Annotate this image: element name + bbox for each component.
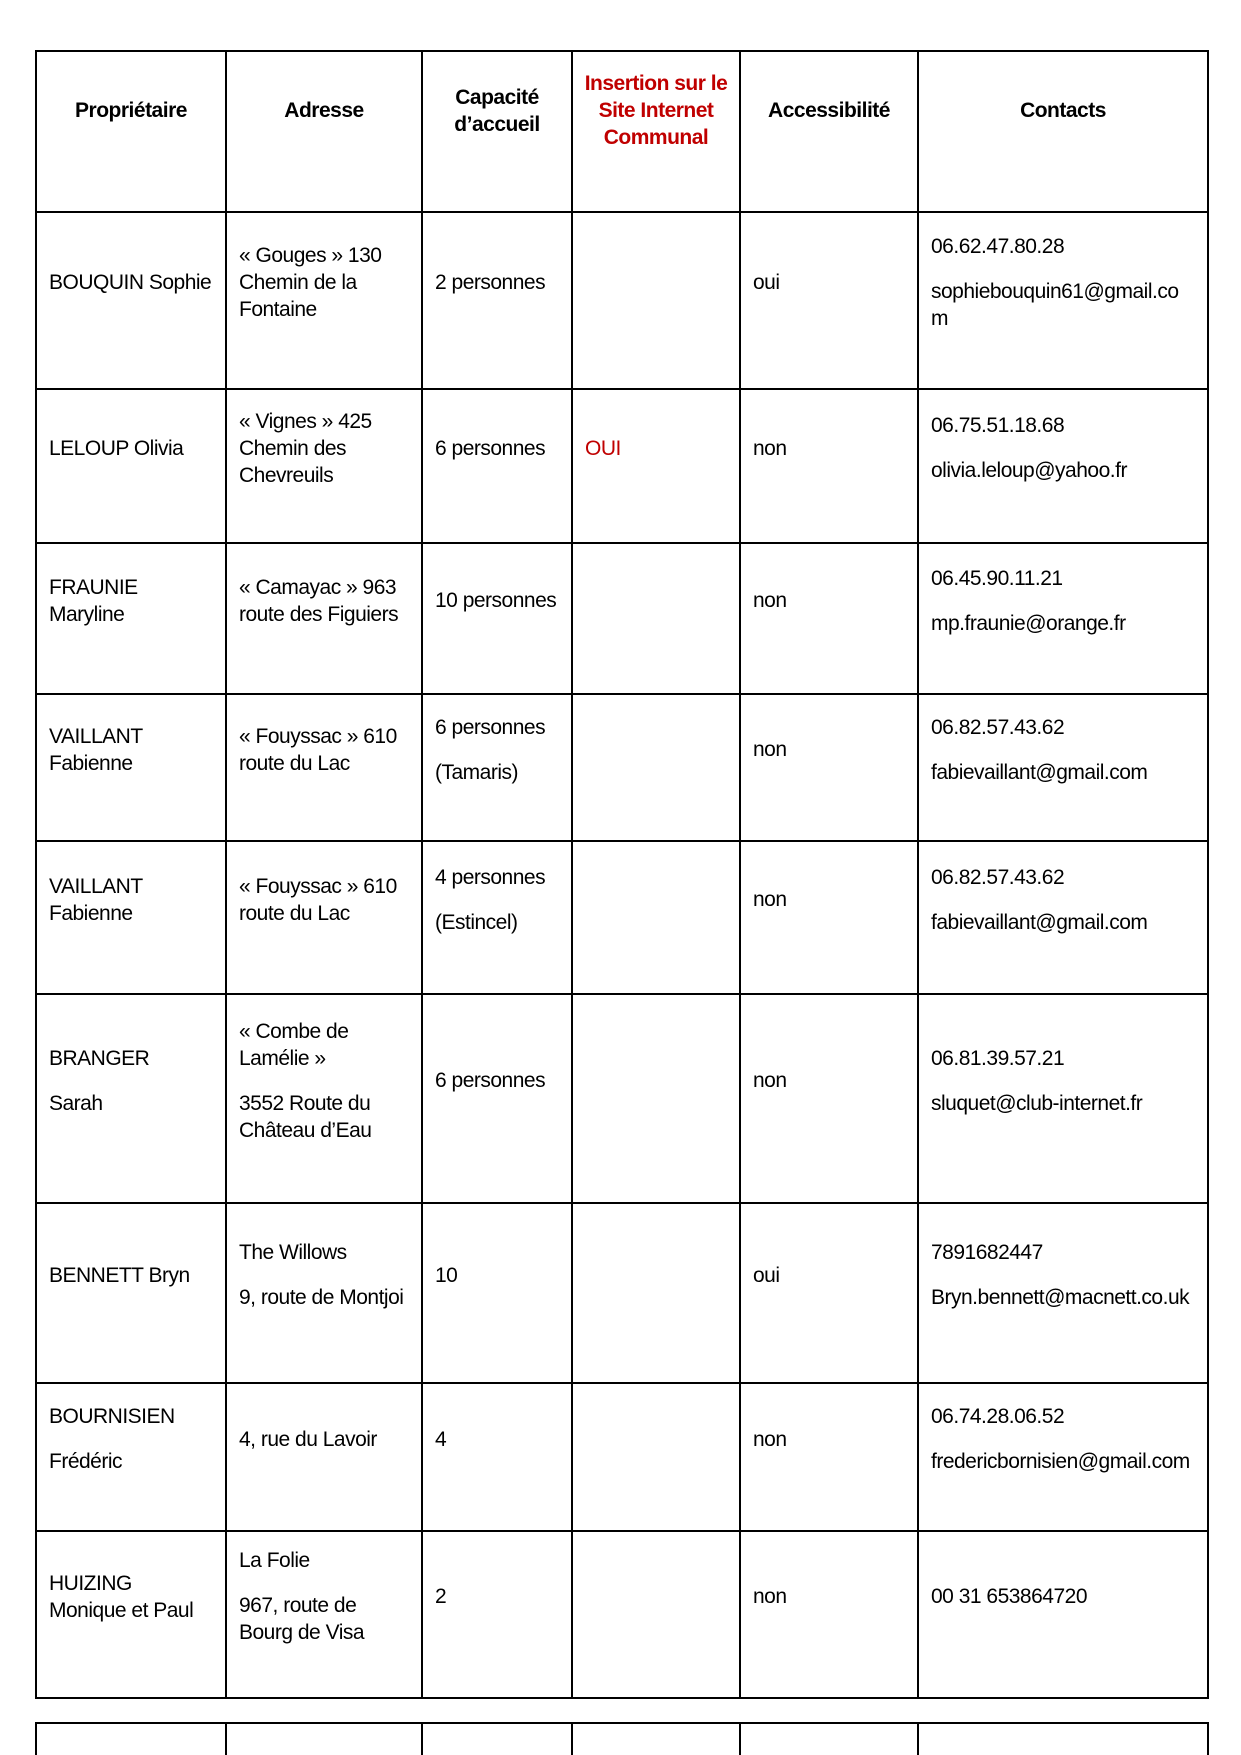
cell-proprietaire (37, 695, 227, 842)
header-cell-contacts (919, 52, 1209, 213)
cell-insertion (573, 1204, 741, 1384)
next-page-row-fragment (35, 1722, 1209, 1755)
cell-paragraph: fabievaillant@gmail.com (931, 760, 1148, 784)
cell-paragraph: 3552 Route du Château d’Eau (239, 1091, 372, 1142)
cell-paragraph: non (753, 1427, 787, 1451)
cell-paragraph: (Tamaris) (435, 760, 518, 784)
cell-paragraph: « Gouges » 130 Chemin de la Fontaine (239, 244, 382, 321)
cell-proprietaire (37, 1532, 227, 1699)
cell-paragraph: 06.81.39.57.21 (931, 1046, 1065, 1070)
cell-paragraph: BENNETT Bryn (49, 1263, 190, 1287)
header-label: Capacité d’accueil (454, 85, 540, 136)
header-label: Accessibilité (768, 99, 890, 122)
table-row (37, 1384, 1209, 1532)
cell-paragraph: La Folie (239, 1549, 310, 1572)
cell-paragraph: FRAUNIE Maryline (49, 575, 138, 626)
cell-paragraph: sophiebouquin61@gmail.com (931, 280, 1179, 330)
table-row (37, 995, 1209, 1204)
cell-adresse (227, 544, 423, 695)
cell-proprietaire (37, 995, 227, 1204)
cell-paragraph: 6 personnes (435, 1069, 546, 1092)
fragment-cell (423, 1724, 573, 1755)
cell-contacts (919, 995, 1209, 1204)
cell-paragraph: oui (753, 1263, 780, 1287)
cell-contacts (919, 390, 1209, 544)
cell-paragraph: VAILLANT Fabienne (49, 874, 143, 925)
table-row (37, 695, 1209, 842)
cell-paragraph: HUIZING Monique et Paul (49, 1571, 194, 1622)
cell-paragraph: Sarah (49, 1091, 103, 1115)
cell-accessibilite (741, 1204, 919, 1384)
cell-capacite (423, 390, 573, 544)
cell-paragraph: « Fouyssac » 610 route du Lac (239, 724, 397, 775)
cell-paragraph: mp.fraunie@orange.fr (931, 611, 1126, 635)
header-cell-adresse (227, 52, 423, 213)
cell-paragraph: 00 31 653864720 (931, 1585, 1087, 1608)
cell-paragraph: oui (753, 271, 780, 294)
cell-insertion (573, 842, 741, 995)
cell-proprietaire (37, 213, 227, 390)
cell-paragraph: The Willows (239, 1241, 347, 1264)
cell-paragraph: BOUQUIN Sophie (49, 271, 212, 294)
cell-accessibilite (741, 390, 919, 544)
cell-paragraph: BOURNISIEN (49, 1405, 175, 1428)
cell-paragraph: non (753, 1585, 787, 1608)
cell-paragraph: 6 personnes (435, 436, 546, 460)
cell-paragraph: « Vignes » 425 Chemin des Chevreuils (239, 409, 372, 487)
cell-paragraph: 6 personnes (435, 715, 546, 739)
cell-paragraph: 10 (435, 1263, 458, 1287)
table-row (37, 390, 1209, 544)
cell-paragraph: 2 personnes (435, 271, 546, 294)
cell-paragraph: 06.82.57.43.62 (931, 865, 1065, 889)
cell-capacite (423, 995, 573, 1204)
cell-paragraph: « Fouyssac » 610 route du Lac (239, 874, 397, 925)
cell-paragraph: 2 (435, 1585, 447, 1608)
cell-accessibilite (741, 1532, 919, 1699)
table-row (37, 1204, 1209, 1384)
cell-paragraph: « Combe de Lamélie » (239, 1019, 349, 1070)
cell-paragraph: non (753, 738, 787, 761)
cell-paragraph: BRANGER (49, 1046, 150, 1070)
cell-paragraph: OUI (585, 436, 621, 460)
cell-accessibilite (741, 695, 919, 842)
cell-accessibilite (741, 544, 919, 695)
cell-paragraph: 967, route de Bourg de Visa (239, 1594, 365, 1644)
cell-adresse (227, 390, 423, 544)
cell-insertion (573, 1532, 741, 1699)
table-body (37, 213, 1209, 1699)
cell-insertion (573, 695, 741, 842)
cell-paragraph: VAILLANT Fabienne (49, 724, 143, 775)
cell-paragraph: non (753, 888, 787, 911)
cell-paragraph: (Estincel) (435, 910, 518, 934)
header-label: Adresse (284, 99, 364, 122)
cell-paragraph: 06.62.47.80.28 (931, 235, 1065, 258)
cell-capacite (423, 1204, 573, 1384)
cell-insertion (573, 995, 741, 1204)
cell-capacite (423, 695, 573, 842)
cell-contacts (919, 1204, 1209, 1384)
fragment-cell (741, 1724, 919, 1755)
cell-capacite (423, 1384, 573, 1532)
cell-paragraph: 7891682447 (931, 1241, 1043, 1264)
cell-paragraph: sluquet@club-internet.fr (931, 1091, 1143, 1115)
header-label: Contacts (1020, 99, 1106, 122)
cell-insertion (573, 390, 741, 544)
cell-adresse (227, 213, 423, 390)
cell-paragraph: olivia.leloup@yahoo.fr (931, 459, 1127, 482)
cell-paragraph: fabievaillant@gmail.com (931, 910, 1148, 934)
cell-capacite (423, 842, 573, 995)
cell-adresse (227, 995, 423, 1204)
cell-paragraph: 06.75.51.18.68 (931, 414, 1065, 437)
cell-adresse (227, 842, 423, 995)
header-cell-insertion-site-internet (573, 52, 741, 213)
table-row (37, 842, 1209, 995)
cell-insertion (573, 544, 741, 695)
table-row (37, 1532, 1209, 1699)
cell-paragraph: 10 personnes (435, 589, 557, 612)
cell-paragraph: 4, rue du Lavoir (239, 1427, 377, 1451)
cell-adresse (227, 695, 423, 842)
cell-adresse (227, 1204, 423, 1384)
header-label: Insertion sur le Site Internet Communal (584, 72, 728, 149)
table-row (37, 544, 1209, 695)
cell-capacite (423, 1532, 573, 1699)
cell-accessibilite (741, 842, 919, 995)
header-cell-proprietaire (37, 52, 227, 213)
cell-contacts (919, 842, 1209, 995)
header-label: Propriétaire (75, 99, 187, 122)
cell-insertion (573, 213, 741, 390)
header-cell-capacite (423, 52, 573, 213)
cell-accessibilite (741, 995, 919, 1204)
cell-accessibilite (741, 1384, 919, 1532)
cell-paragraph: 4 personnes (435, 865, 546, 889)
cell-proprietaire (37, 390, 227, 544)
cell-paragraph: « Camayac » 963 route des Figuiers (239, 575, 399, 626)
cell-capacite (423, 213, 573, 390)
cell-paragraph: 06.82.57.43.62 (931, 715, 1065, 739)
cell-paragraph: Frédéric (49, 1450, 123, 1473)
fragment-cell (919, 1724, 1209, 1755)
cell-paragraph: LELOUP Olivia (49, 436, 184, 460)
cell-contacts (919, 695, 1209, 842)
cell-proprietaire (37, 1384, 227, 1532)
cell-proprietaire (37, 842, 227, 995)
cell-paragraph: non (753, 589, 787, 612)
cell-contacts (919, 1532, 1209, 1699)
cell-contacts (919, 1384, 1209, 1532)
cell-contacts (919, 213, 1209, 390)
cell-paragraph: non (753, 436, 787, 460)
cell-paragraph: non (753, 1069, 787, 1092)
cell-paragraph: 06.74.28.06.52 (931, 1405, 1065, 1428)
fragment-cell (573, 1724, 741, 1755)
cell-adresse (227, 1532, 423, 1699)
lodging-table (35, 50, 1209, 1699)
cell-paragraph: fredericbornisien@gmail.com (931, 1450, 1190, 1473)
cell-adresse (227, 1384, 423, 1532)
cell-contacts (919, 544, 1209, 695)
cell-proprietaire (37, 544, 227, 695)
cell-paragraph: Bryn.bennett@macnett.co.uk (931, 1286, 1190, 1309)
cell-accessibilite (741, 213, 919, 390)
cell-capacite (423, 544, 573, 695)
fragment-cell (227, 1724, 423, 1755)
cell-paragraph: 06.45.90.11.21 (931, 566, 1063, 590)
cell-paragraph: 9, route de Montjoi (239, 1286, 404, 1309)
cell-proprietaire (37, 1204, 227, 1384)
table-header-row (37, 52, 1209, 213)
table-row (37, 213, 1209, 390)
fragment-cell (37, 1724, 227, 1755)
cell-paragraph: 4 (435, 1427, 447, 1451)
cell-insertion (573, 1384, 741, 1532)
header-cell-accessibilite (741, 52, 919, 213)
